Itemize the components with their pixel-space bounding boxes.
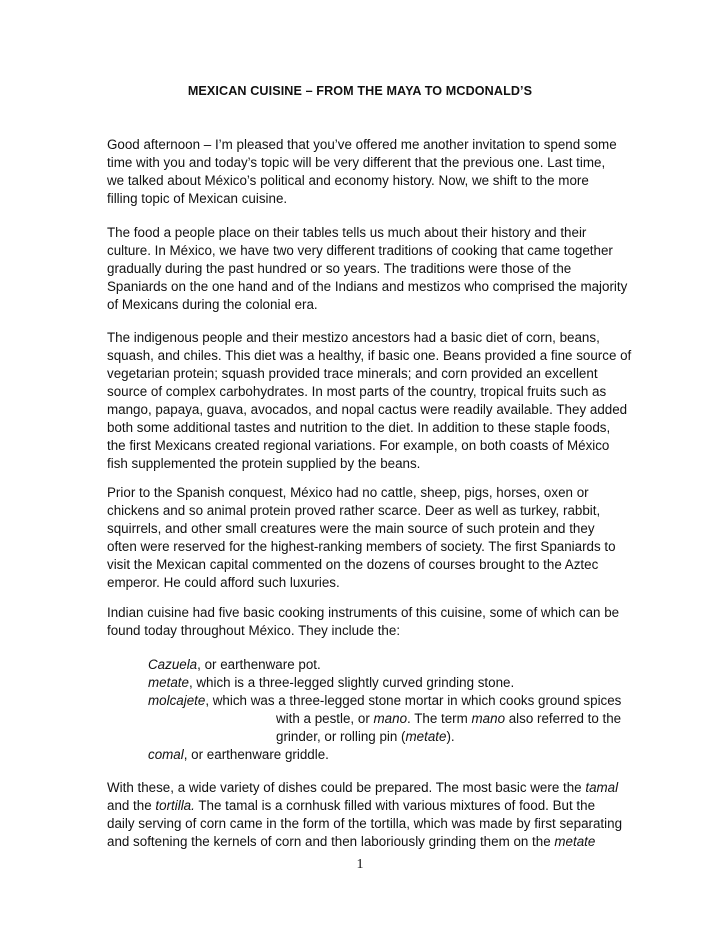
- text-run: the first Mexicans created regional variations. For example, on both coasts of México: [107, 438, 610, 453]
- text-run: culture. In México, we have two very different traditions of cooking that came together: [107, 243, 613, 258]
- text-run: The food a people place on their tables tells us much about their history and their: [107, 225, 587, 240]
- text-run: vegetarian protein; squash provided trace minerals; and corn provided an excellent: [107, 366, 598, 381]
- italic-term: metate: [554, 834, 596, 849]
- text-run: and the: [107, 798, 156, 813]
- list-item-line: [148, 674, 514, 692]
- text-line: [107, 154, 605, 172]
- text-run: source of complex carbohydrates. In most parts of the country, tropical fruits such as: [107, 384, 607, 399]
- text-run: also referred to the: [505, 711, 622, 726]
- text-run: , which was a three-legged stone mortar in which cooks ground spices: [205, 693, 622, 708]
- text-line: [107, 484, 589, 502]
- text-run: found today throughout México. They include the:: [107, 623, 401, 638]
- text-run: The indigenous people and their mestizo ancestors had a basic diet of corn, beans,: [107, 330, 600, 345]
- text-line: [107, 538, 616, 556]
- text-run: . The term: [407, 711, 472, 726]
- text-run: visit the Mexican capital commented on the dozens of courses brought to the Aztec: [107, 557, 599, 572]
- text-line: [107, 347, 631, 365]
- text-line: [107, 574, 340, 592]
- text-line: [107, 383, 606, 401]
- text-run: ).: [446, 729, 455, 744]
- italic-term: comal: [148, 747, 184, 762]
- italic-term: metate: [405, 729, 447, 744]
- text-run: daily serving of corn came in the form of the tortilla, which was made by first separating: [107, 816, 623, 831]
- document-title: MEXICAN CUISINE – FROM THE MAYA TO MCDONALD’S: [187, 84, 533, 98]
- text-line: [107, 797, 595, 815]
- text-line: [107, 779, 618, 797]
- text-line: [107, 520, 595, 538]
- text-line: [107, 329, 600, 347]
- text-line: [107, 172, 589, 190]
- italic-term: tamal: [585, 780, 619, 795]
- list-item-line: [148, 656, 321, 674]
- text-run: of Mexicans during the colonial era.: [107, 297, 318, 312]
- text-run: filling topic of Mexican cuisine.: [107, 191, 288, 206]
- list-item-continuation: [276, 728, 455, 746]
- text-line: [107, 455, 420, 473]
- text-run: with a pestle, or: [276, 711, 374, 726]
- italic-term: Cazuela: [148, 657, 198, 672]
- list-item-line: [148, 746, 329, 764]
- text-line: [107, 190, 287, 208]
- text-line: [107, 604, 619, 622]
- italic-term: mano: [373, 711, 408, 726]
- text-run: chickens and so animal protein proved rather scarce. Deer as well as turkey, rabbit,: [107, 503, 601, 518]
- text-run: squash, and chiles. This diet was a healthy, if basic one. Beans provided a fine source of: [107, 348, 632, 363]
- text-line: [107, 260, 571, 278]
- text-run: fish supplemented the protein supplied by the beans.: [107, 456, 421, 471]
- text-line: [107, 833, 595, 851]
- text-line: [107, 278, 627, 296]
- italic-term: mano: [471, 711, 506, 726]
- page-number: 1: [356, 857, 364, 872]
- text-line: [107, 622, 400, 640]
- text-run: emperor. He could afford such luxuries.: [107, 575, 340, 590]
- text-line: [107, 365, 598, 383]
- text-line: [107, 242, 613, 260]
- text-run: The tamal is a cornhusk filled with various mixtures of food. But the: [194, 798, 596, 813]
- text-line: [107, 502, 600, 520]
- text-line: [107, 815, 622, 833]
- text-run: we talked about México’s political and economy history. Now, we shift to the more: [107, 173, 589, 188]
- text-line: [107, 437, 609, 455]
- text-line: [107, 224, 586, 242]
- text-line: [107, 419, 610, 437]
- text-run: Spaniards on the one hand and of the Indians and mestizos who comprised the majority: [107, 279, 628, 294]
- italic-term: molcajete: [148, 693, 206, 708]
- text-run: grinder, or rolling pin (: [276, 729, 406, 744]
- text-line: [107, 556, 598, 574]
- text-run: and softening the kernels of corn and then laboriously grinding them on the: [107, 834, 555, 849]
- text-run: mango, papaya, guava, avocados, and nopal cactus were readily available. They added: [107, 402, 628, 417]
- text-run: Indian cuisine had five basic cooking instruments of this cuisine, some of which can be: [107, 605, 620, 620]
- text-run: squirrels, and other small creatures were the main source of such protein and they: [107, 521, 595, 536]
- text-line: [107, 136, 617, 154]
- list-item-continuation: [276, 710, 621, 728]
- text-run: , or earthenware griddle.: [183, 747, 329, 762]
- text-run: both some additional tastes and nutrition to the diet. In addition to these staple foods,: [107, 420, 611, 435]
- text-run: Prior to the Spanish conquest, México had no cattle, sheep, pigs, horses, oxen or: [107, 485, 589, 500]
- text-run: often were reserved for the highest-ranking members of society. The first Spaniards to: [107, 539, 616, 554]
- italic-term: tortilla.: [155, 798, 195, 813]
- text-run: time with you and today’s topic will be very different that the previous one. Last time,: [107, 155, 606, 170]
- text-run: Good afternoon – I’m pleased that you’ve offered me another invitation to spend some: [107, 137, 617, 152]
- text-run: , or earthenware pot.: [197, 657, 321, 672]
- text-line: [107, 401, 627, 419]
- text-run: With these, a wide variety of dishes could be prepared. The most basic were the: [107, 780, 586, 795]
- italic-term: metate: [148, 675, 189, 690]
- list-item-line: [148, 692, 621, 710]
- text-run: , which is a three-legged slightly curved grinding stone.: [188, 675, 515, 690]
- text-line: [107, 296, 318, 314]
- text-run: gradually during the past hundred or so years. The traditions were those of the: [107, 261, 572, 276]
